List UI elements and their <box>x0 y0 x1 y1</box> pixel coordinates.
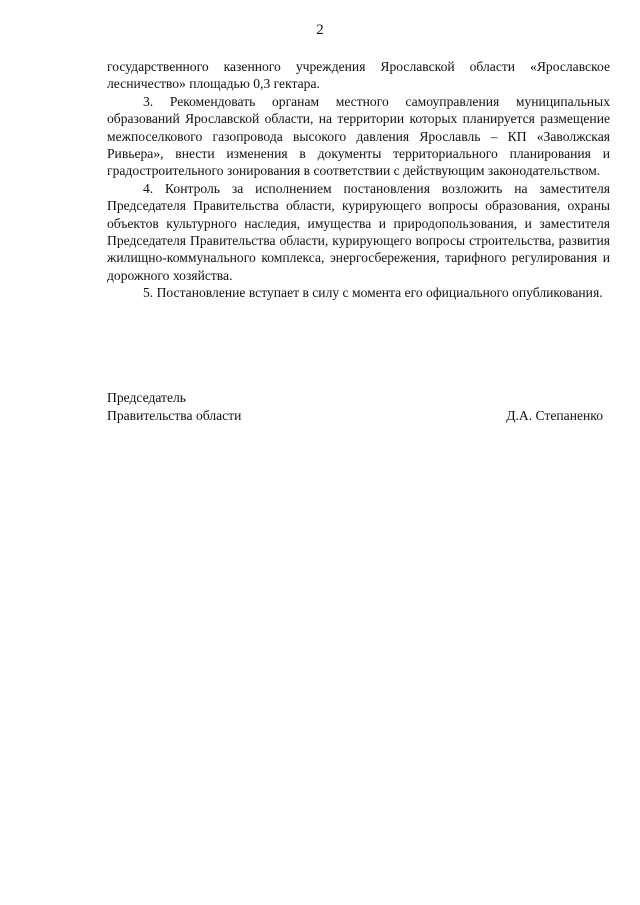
paragraph-item-4: 4. Контроль за исполнением постановления возложить на заместителя Председателя Правительства области, курирующего вопросы образования, охраны объектов культурного наследия, имущества и природопользования, и заместителя Председателя Правительства области, курирующего вопросы строительства, развития жилищно-коммунального комплекса, энергосбережения, тарифного регулирования и дорожного хозяйства. <box>107 180 610 283</box>
signature-row <box>107 407 603 425</box>
paragraph-continuation: государственного казенного учреждения Ярославской области «Ярославское лесничество» площадью 0,3 гектара. <box>107 59 610 92</box>
page-number: 2 <box>316 22 324 38</box>
signer-title-line1: Председатель <box>107 390 186 405</box>
document-body <box>107 58 610 302</box>
signature-block <box>107 389 603 425</box>
signer-title-line2: Правительства области <box>107 408 242 423</box>
paragraph-item-3: 3. Рекомендовать органам местного самоуправления муниципальных образований Ярославской области, на территории которых планируется размещение межпоселкового газопровода высокого давления Ярославль – КП «Заволжская Ривьера», внести изменения в документы территориального планирования и градостроительного зонирования в соответствии с действующим законодательством. <box>107 93 610 179</box>
signer-name: Д.А. Степаненко <box>506 408 603 423</box>
paragraph-item-5: 5. Постановление вступает в силу с момента его официального опубликования. <box>143 285 603 301</box>
